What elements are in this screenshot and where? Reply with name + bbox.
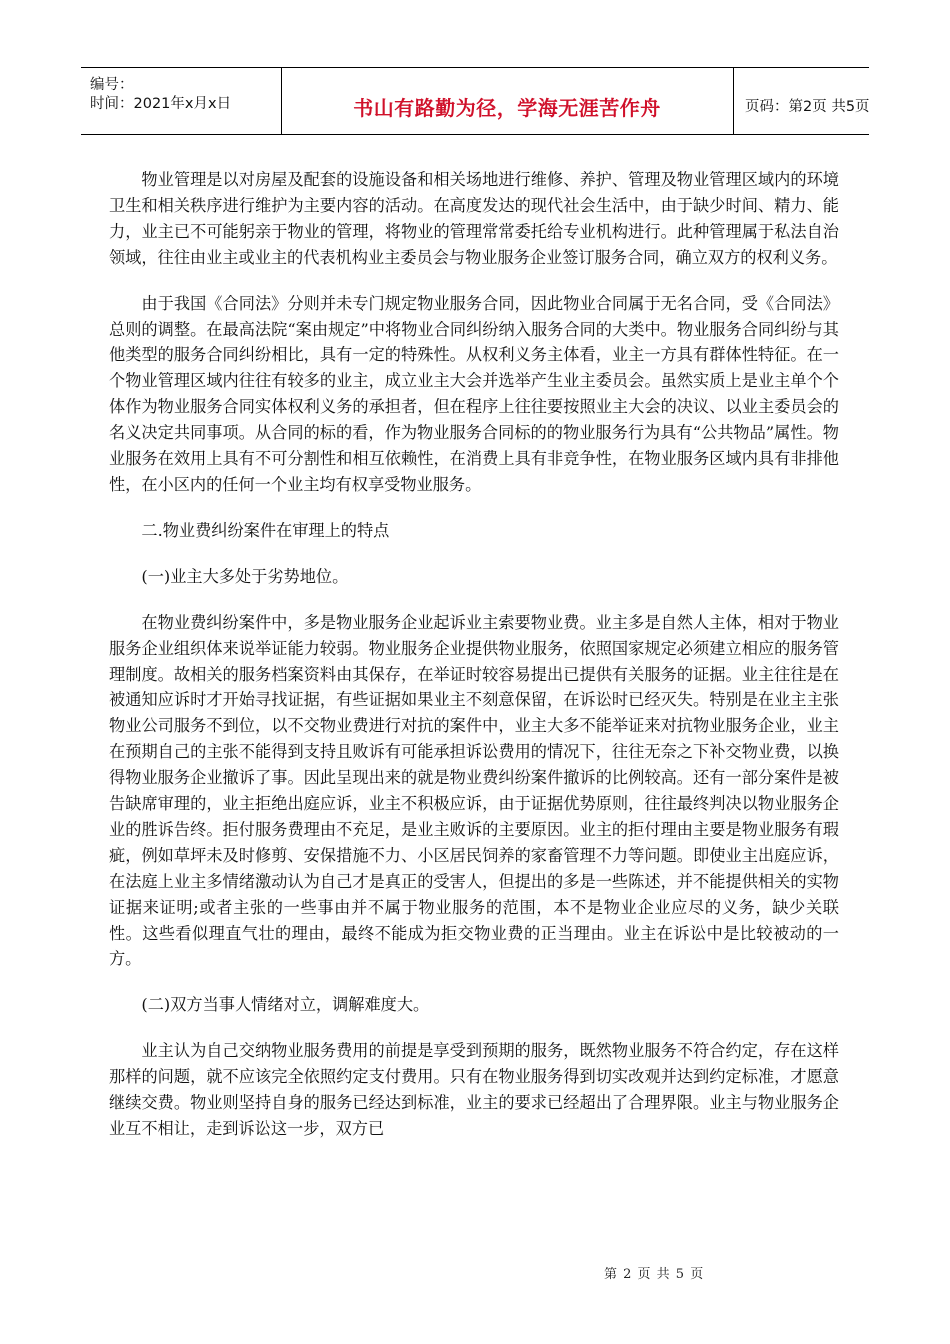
header-motto-cell xyxy=(281,68,734,134)
page-header xyxy=(81,67,869,135)
paragraph-mediation-difficulty: 业主认为自己交纳物业服务费用的前提是享受到预期的服务，既然物业服务不符合约定，存在这样那样的问题，就不应该完全依照约定支付费用。只有在物业服务得到切实改观并达到约定标准，才愿意继续交费。物业则坚持自身的服务已经达到标准，业主的要求已经超出了合理界限。业主与物业服务企业互不相让，走到诉讼这一步，双方已 xyxy=(109,1041,839,1138)
header-page-cell xyxy=(733,68,869,134)
header-page-label: 页码：第2页 共5页 xyxy=(745,99,870,115)
paragraph-contract-law: 由于我国《合同法》分则并未专门规定物业服务合同，因此物业合同属于无名合同，受《合同法》总则的调整。在最高法院“案由规定”中将物业合同纠纷纳入服务合同的大类中。物业服务合同纠纷与其他类型的服务合同纠纷相比，具有一定的特殊性。从权利义务主体看，业主一方具有群体性特征。在一个物业管理区域内往往有较多的业主，成立业主大会并选举产生业主委员会。虽然实质上是业主单个个体作为物业服务合同实体权利义务的承担者，但在程序上往往要按照业主大会的决议、以业主委员会的名义决定共同事项。从合同的标的看，作为物业服务合同标的的物业服务行为具有“公共物品”属性。物业服务在效用上具有不可分割性和相互依赖性，在消费上具有非竞争性，在物业服务区域内具有非排他性，在小区内的任何一个业主均有权享受物业服务。 xyxy=(109,293,839,494)
paragraph-property-management: 物业管理是以对房屋及配套的设施设备和相关场地进行维修、养护、管理及物业管理区域内的环境卫生和相关秩序进行维护为主要内容的活动。在高度发达的现代社会生活中，由于缺少时间、精力、能力，业主已不可能躬亲于物业的管理，将物业的管理常常委托给专业机构进行。此种管理属于私法自治领域，往往由业主或业主的代表机构业主委员会与物业服务企业签订服务合同，确立双方的权利义务。 xyxy=(109,170,839,267)
document-date-label: 时间：2021年x月x日 xyxy=(90,96,232,112)
subsection-heading-2: (二)双方当事人情绪对立，调解难度大。 xyxy=(141,995,430,1015)
subsection-heading-1: (一)业主大多处于劣势地位。 xyxy=(141,566,349,586)
document-body xyxy=(109,167,839,1142)
header-info-cell xyxy=(81,68,282,134)
section-heading: 二.物业费纠纷案件在审理上的特点 xyxy=(141,520,390,540)
paragraph-owner-disadvantage: 在物业费纠纷案件中，多是物业服务企业起诉业主索要物业费。业主多是自然人主体，相对于物业服务企业组织体来说举证能力较弱。物业服务企业提供物业服务，依照国家规定必须建立相应的服务管理制度。故相关的服务档案资料由其保存，在举证时较容易提出已提供有关服务的证据。业主往往是在被通知应诉时才开始寻找证据，有些证据如果业主不刻意保留，在诉讼时已经灭失。特别是在业主主张物业公司服务不到位，以不交物业费进行对抗的案件中，业主大多不能举证来对抗物业服务企业，业主在预期自己的主张不能得到支持且败诉有可能承担诉讼费用的情况下，往往无奈之下补交物业费，以换得物业服务企业撤诉了事。因此呈现出来的就是物业费纠纷案件撤诉的比例较高。还有一部分案件是被告缺席审理的，业主拒绝出庭应诉，业主不积极应诉，由于证据优势原则，往往最终判决以物业服务企业的胜诉告终。拒付服务费理由不充足，是业主败诉的主要原因。业主的拒付理由主要是物业服务有瑕疵，例如草坪未及时修剪、安保措施不力、小区居民饲养的家畜管理不力等问题。即使业主出庭应诉，在法庭上业主多情绪激动认为自己才是真正的受害人，但提出的多是一些陈述，并不能提供相关的实物证据来证明;或者主张的一些事由并不属于物业服务的范围，本不是物业企业应尽的义务，缺少关联性。这些看似理直气壮的理由，最终不能成为拒交物业费的正当理由。业主在诉讼中是比较被动的一方。 xyxy=(109,612,839,969)
header-motto: 书山有路勤为径，学海无涯苦作舟 xyxy=(353,96,661,120)
document-number-label: 编号： xyxy=(90,77,134,93)
page-footer: 第 2 页 共 5 页 xyxy=(604,1267,705,1282)
